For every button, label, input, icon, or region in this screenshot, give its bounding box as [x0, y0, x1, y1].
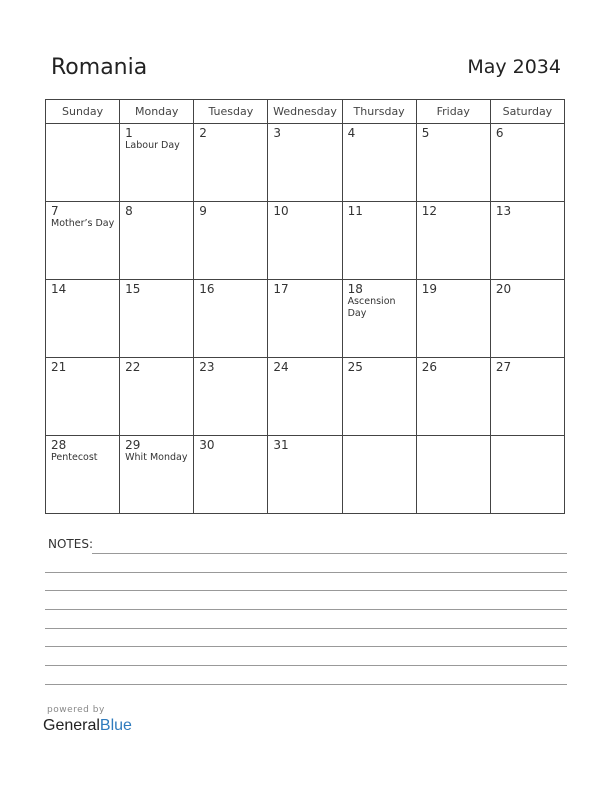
day-number: 28: [51, 438, 67, 452]
day-cell: [120, 124, 194, 202]
day-cell: [416, 358, 490, 436]
brand-general: General: [43, 717, 100, 734]
day-cell: [194, 280, 268, 358]
holiday-label: Labour Day: [125, 140, 180, 151]
day-number: 16: [199, 282, 215, 296]
day-number: 6: [495, 126, 504, 140]
day-cell: [490, 124, 564, 202]
day-number: 22: [125, 360, 141, 374]
weekday-header: Sunday: [46, 100, 120, 124]
day-cell: [194, 124, 268, 202]
day-cell: [268, 124, 342, 202]
day-number: 25: [347, 360, 363, 374]
day-number: 20: [495, 282, 512, 296]
note-line: [45, 590, 567, 591]
day-number: 11: [347, 204, 363, 218]
day-cell: [342, 280, 416, 358]
note-line: [45, 684, 567, 685]
day-cell: [194, 436, 268, 514]
day-number: 24: [273, 360, 289, 374]
day-number: 21: [51, 360, 67, 374]
notes-label: NOTES:: [48, 537, 93, 551]
day-cell: [46, 124, 120, 202]
week-row: [46, 202, 565, 280]
weekday-header-row: [46, 100, 565, 124]
holiday-label: Pentecost: [51, 452, 98, 463]
day-number: 15: [125, 282, 141, 296]
day-number: 26: [421, 360, 437, 374]
country-title: Romania: [51, 55, 148, 80]
powered-by-text: powered by: [47, 705, 105, 715]
day-number: 31: [273, 438, 289, 452]
day-number: 19: [421, 282, 437, 296]
day-cell: [268, 358, 342, 436]
weekday-header: Friday: [416, 100, 490, 124]
week-row: [46, 124, 565, 202]
day-cell: [46, 280, 120, 358]
day-cell: [416, 124, 490, 202]
day-number: 23: [199, 360, 215, 374]
note-line: [45, 572, 567, 573]
day-number: 13: [495, 204, 512, 218]
day-number: 1: [125, 126, 133, 140]
weekday-header: Thursday: [342, 100, 416, 124]
weekday-header: Monday: [120, 100, 194, 124]
week-row: [46, 358, 565, 436]
day-cell: [120, 202, 194, 280]
day-cell: [194, 358, 268, 436]
day-cell: [490, 280, 564, 358]
day-cell: [268, 280, 342, 358]
day-number: 10: [273, 204, 289, 218]
day-number: 14: [51, 282, 67, 296]
day-cell: [416, 280, 490, 358]
note-line: [92, 553, 567, 554]
day-cell: [46, 202, 120, 280]
day-cell: [46, 436, 120, 514]
day-cell: [46, 358, 120, 436]
day-number: 27: [495, 360, 512, 374]
holiday-label: Ascension Day: [347, 296, 396, 319]
note-line: [45, 628, 567, 629]
month-year-title: May 2034: [467, 56, 561, 78]
day-cell: [416, 202, 490, 280]
day-cell: [120, 358, 194, 436]
weekday-header: Wednesday: [268, 100, 342, 124]
day-number: 8: [125, 204, 133, 218]
day-cell: [490, 358, 564, 436]
weekday-header: Tuesday: [194, 100, 268, 124]
day-cell: [268, 202, 342, 280]
day-cell: [490, 436, 564, 514]
brand-blue: Blue: [99, 717, 132, 734]
holiday-label: Whit Monday: [125, 452, 188, 463]
calendar-grid: [45, 99, 565, 514]
day-number: 3: [273, 126, 282, 140]
holiday-label: Mother’s Day: [51, 218, 115, 229]
day-cell: [194, 202, 268, 280]
day-number: 7: [51, 204, 59, 218]
generalblue-logo: [43, 717, 132, 735]
note-line: [45, 646, 567, 647]
day-number: 30: [199, 438, 215, 452]
day-cell: [120, 280, 194, 358]
day-number: 2: [199, 126, 207, 140]
day-cell: [268, 436, 342, 514]
day-number: 4: [347, 126, 356, 140]
week-row: [46, 280, 565, 358]
day-number: 9: [199, 204, 207, 218]
day-number: 5: [421, 126, 430, 140]
day-cell: [342, 358, 416, 436]
day-cell: [120, 436, 194, 514]
day-cell: [342, 124, 416, 202]
week-row: [46, 436, 565, 514]
weekday-header: Saturday: [490, 100, 564, 124]
day-cell: [342, 436, 416, 514]
day-cell: [416, 436, 490, 514]
note-line: [45, 609, 567, 610]
day-cell: [342, 202, 416, 280]
day-number: 18: [347, 282, 363, 296]
note-line: [45, 665, 567, 666]
day-number: 17: [273, 282, 289, 296]
day-number: 12: [421, 204, 437, 218]
day-number: 29: [125, 438, 141, 452]
day-cell: [490, 202, 564, 280]
